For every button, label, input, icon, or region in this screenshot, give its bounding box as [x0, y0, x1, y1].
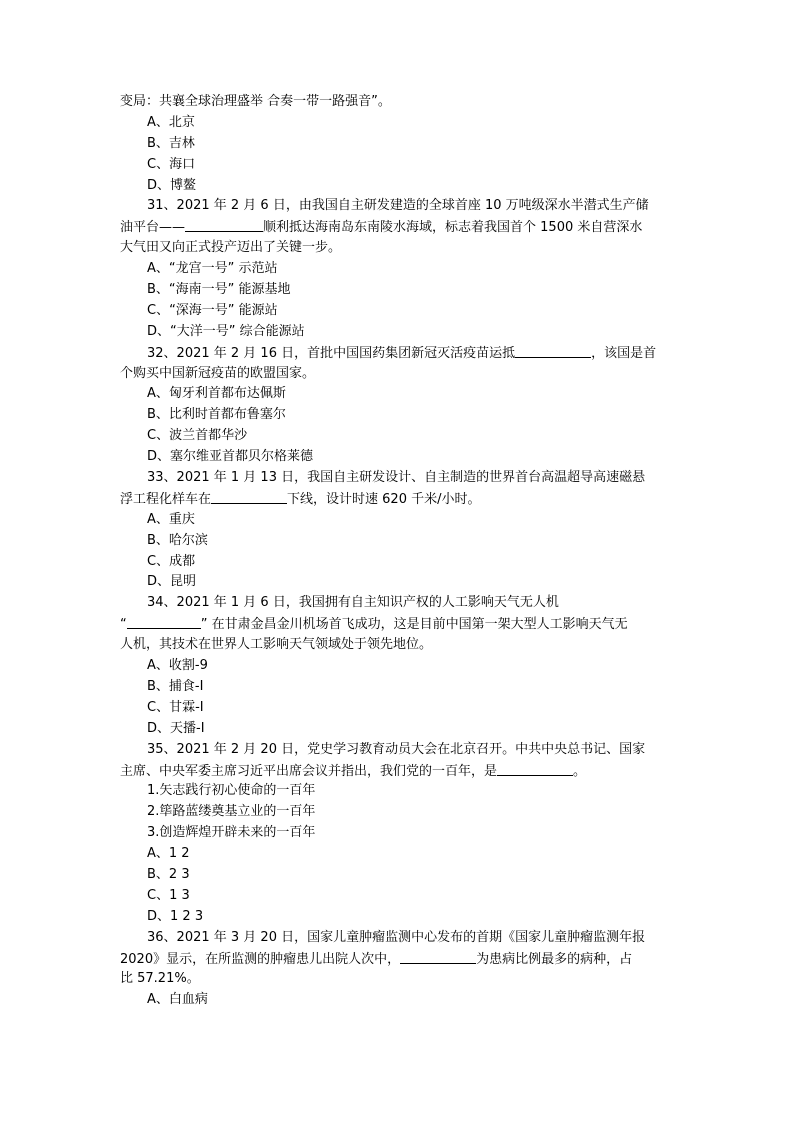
question-34-option-d: D、天播-Ⅰ [147, 720, 205, 736]
question-30-option-d: D、博鳌 [147, 177, 197, 193]
question-31-option-a: A、“龙宫一号” 示范站 [147, 261, 278, 277]
question-36-text-b: 为患病比例最多的病种，占 [476, 951, 633, 967]
answer-blank [185, 217, 263, 232]
question-32-text-b: ，该国是首 [591, 345, 657, 361]
question-33-option-d: D、昆明 [147, 574, 197, 590]
question-33-line-2 [120, 489, 678, 510]
question-30-tail: 变局：共襄全球治理盛举 合奏一带一路强音”。 [120, 94, 391, 109]
question-31-line-1: 31、2021 年 2 月 6 日，由我国自主研发建造的全球首座 10 万吨级深水半潜式生产储 [147, 198, 649, 214]
question-31-line-3: 大气田又向正式投产迈出了关键一步。 [120, 240, 342, 256]
question-33-option-a: A、重庆 [147, 511, 195, 527]
question-34-line-3: 人机，其技术在世界人工影响天气领域处于领先地位。 [120, 637, 433, 653]
question-35-item-2: 2.筚路蓝缕奠基立业的一百年 [147, 804, 316, 820]
question-31-option-c: C、“深海一号” 能源站 [147, 302, 278, 318]
answer-blank [400, 949, 476, 964]
question-32-option-c: C、波兰首都华沙 [147, 428, 248, 444]
question-36-line-3: 比 57.21%。 [120, 971, 200, 987]
question-31-option-d: D、“大洋一号” 综合能源站 [147, 323, 305, 339]
question-32-text-a: 32、2021 年 2 月 16 日，首批中国国药集团新冠灭活疫苗运抵 [147, 345, 516, 361]
question-33-option-c: C、成都 [147, 553, 196, 569]
question-33-line-1: 33、2021 年 1 月 13 日，我国自主研发设计、自主制造的世界首台高温超导高速磁悬 [147, 470, 646, 486]
question-34-text-a: “ [120, 617, 127, 633]
answer-blank [211, 489, 287, 504]
document-body [120, 92, 678, 1011]
question-35-item-1: 1.矢志践行初心使命的一百年 [147, 783, 316, 799]
question-36-line-1: 36、2021 年 3 月 20 日，国家儿童肿瘤监测中心发布的首期《国家儿童肿瘤监测年报 [147, 929, 646, 945]
question-31-option-b: B、“海南一号” 能源基地 [147, 282, 291, 298]
question-35-line-1: 35、2021 年 2 月 20 日，党史学习教育动员大会在北京召开。中共中央总书记、国家 [147, 741, 646, 757]
question-32-line-2: 个购买中国新冠疫苗的欧盟国家。 [120, 365, 316, 381]
question-32-option-b: B、比利时首都布鲁塞尔 [147, 407, 286, 423]
question-35-option-a: A、1 2 [147, 846, 190, 862]
question-35-text-a: 主席、中央军委主席习近平出席会议并指出，我们党的一百年，是 [120, 763, 498, 779]
question-35-item-3: 3.创造辉煌开辟未来的一百年 [147, 825, 316, 841]
question-34-option-b: B、捕食-Ⅰ [147, 678, 204, 694]
question-35-option-c: C、1 3 [147, 887, 190, 903]
answer-blank [127, 614, 201, 629]
question-32-option-d: D、塞尔维亚首都贝尔格莱德 [147, 449, 314, 465]
question-32-line-1 [120, 343, 678, 364]
question-34-option-c: C、甘霖-Ⅰ [147, 699, 204, 715]
question-33-text-a: 浮工程化样车在 [120, 491, 212, 507]
question-30-option-a: A、北京 [147, 114, 195, 130]
question-35-option-b: B、2 3 [147, 866, 190, 882]
question-34-option-a: A、收割-9 [147, 658, 208, 674]
question-36-text-a: 2020》显示，在所监测的肿瘤患儿出院人次中， [120, 951, 401, 967]
question-33-text-b: 下线，设计时速 620 千米/小时。 [287, 491, 481, 507]
question-35-line-2 [120, 761, 678, 782]
answer-blank [497, 761, 573, 776]
question-31-text-b: 顺利抵达海南岛东南陵水海域，标志着我国首个 1500 米自营深水 [263, 220, 643, 236]
question-31-text-a: 油平台—— [120, 220, 186, 236]
question-30-option-c: C、海口 [147, 156, 196, 172]
question-36-line-2 [120, 949, 678, 970]
question-34-line-2 [120, 614, 678, 635]
answer-blank [515, 343, 591, 358]
question-36-option-a: A、白血病 [147, 992, 208, 1008]
question-34-line-1: 34、2021 年 1 月 6 日，我国拥有自主知识产权的人工影响天气无人机 [147, 595, 559, 611]
question-30-option-b: B、吉林 [147, 135, 195, 151]
question-31-line-2 [120, 217, 678, 238]
question-32-option-a: A、匈牙利首都布达佩斯 [147, 386, 286, 402]
question-35-option-d: D、1 2 3 [147, 908, 204, 924]
question-34-text-b: ” 在甘肃金昌金川机场首飞成功，这是目前中国第一架大型人工影响天气无 [200, 617, 628, 633]
question-33-option-b: B、哈尔滨 [147, 532, 208, 548]
question-35-text-b: 。 [573, 763, 587, 779]
